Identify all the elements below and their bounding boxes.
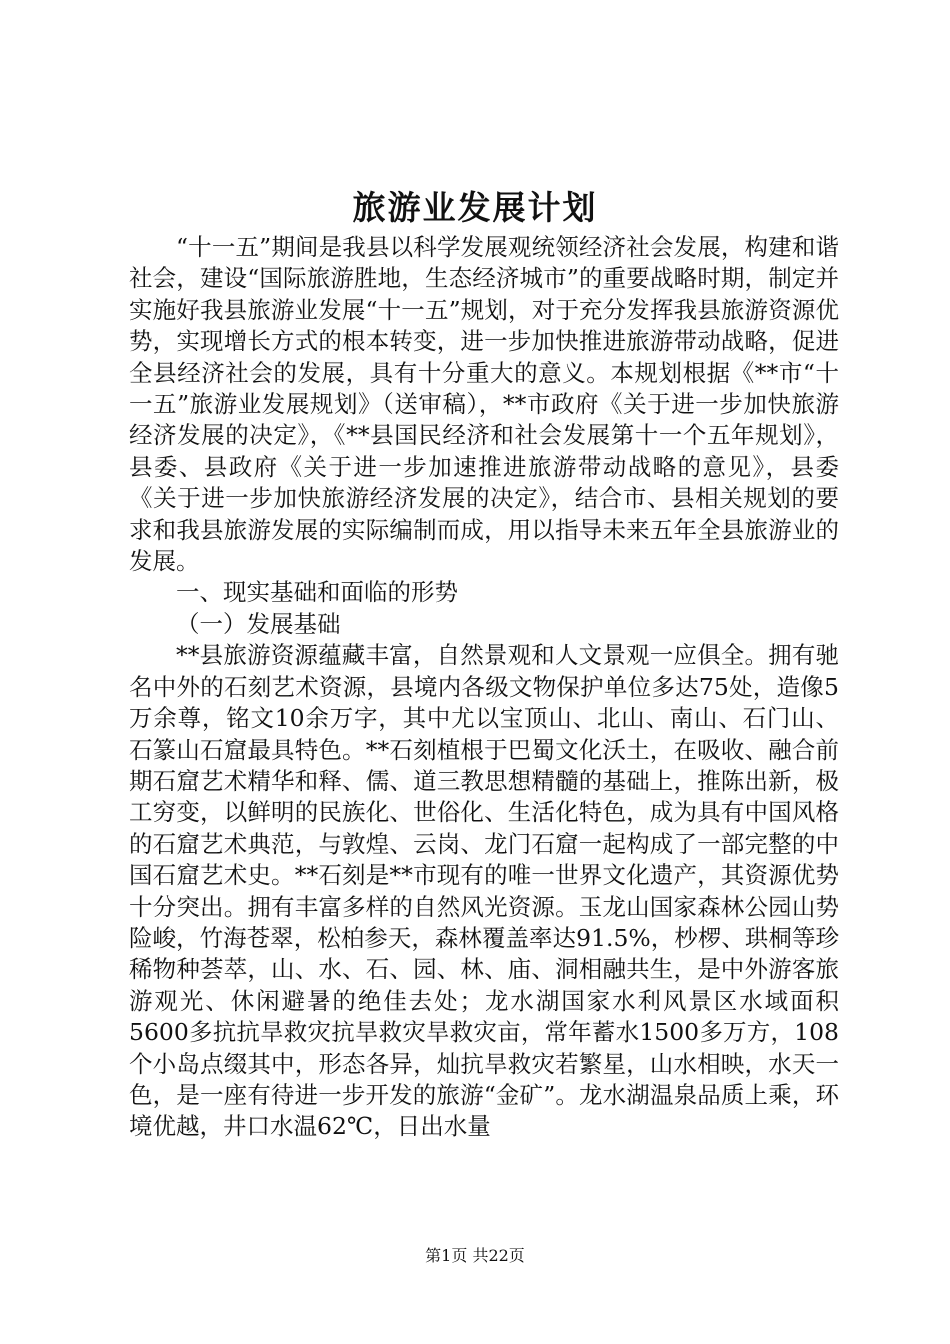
page-number-footer: 第1页 共22页 bbox=[425, 1246, 525, 1265]
body-paragraph: **县旅游资源蕴藏丰富，自然景观和人文景观一应俱全。拥有驰名中外的石刻艺术资源，县境内各级文物保护单位多达75处，造像5万余尊，铭文10余万字，其中尤以宝顶山、北山、南山、石门山、石篆山石窟最具特色。**石刻植根于巴蜀文化沃土，在吸收、融合前期石窟艺术精华和释、儒、道三教思想精髓的基础上，推陈出新，极工穷变，以鲜明的民族化、世俗化、生活化特色，成为具有中国风格的石窟艺术典范，与敦煌、云岗、龙门石窟一起构成了一部完整的中国石窟艺术史。**石刻是**市现有的唯一世界文化遗产，其资源优势十分突出。拥有丰富多样的自然风光资源。玉龙山国家森林公园山势险峻，竹海苍翠，松柏参天，森林覆盖率达91.5%，杪椤、珙桐等珍稀物种荟萃，山、水、石、园、林、庙、洞相融共生，是中外游客旅游观光、休闲避暑的绝佳去处；龙水湖国家水利风景区水域面积5600多抗抗旱救灾抗旱救灾旱救灾亩，常年蓄水1500多万方，108个小岛点缀其中，形态各异，灿抗旱救灾若繁星，山水相映，水天一色，是一座有待进一步开发的旅游“金矿”。龙水湖温泉品质上乘，环境优越，井口水温62℃，日出水量 bbox=[129, 641, 839, 1141]
document-body bbox=[129, 232, 839, 1143]
subsection-heading: （一）发展基础 bbox=[176, 609, 341, 638]
intro-paragraph: “十一五”期间是我县以科学发展观统领经济社会发展，构建和谐社会，建设“国际旅游胜地，生态经济城市”的重要战略时期，制定并实施好我县旅游业发展“十一五”规划，对于充分发挥我县旅游资源优势，实现增长方式的根本转变，进一步加快推进旅游带动战略，促进全县经济社会的发展，具有十分重大的意义。本规划根据《**市“十一五”旅游业发展规划》（送审稿），**市政府《关于进一步加快旅游经济发展的决定》，《**县国民经济和社会发展第十一个五年规划》，县委、县政府《关于进一步加速推进旅游带动战略的意见》，县委《关于进一步加快旅游经济发展的决定》，结合市、县相关规划的要求和我县旅游发展的实际编制而成，用以指导未来五年全县旅游业的发展。 bbox=[129, 233, 839, 576]
document-title: 旅游业发展计划 bbox=[352, 188, 598, 227]
section-heading: 一、现实基础和面临的形势 bbox=[176, 578, 458, 607]
